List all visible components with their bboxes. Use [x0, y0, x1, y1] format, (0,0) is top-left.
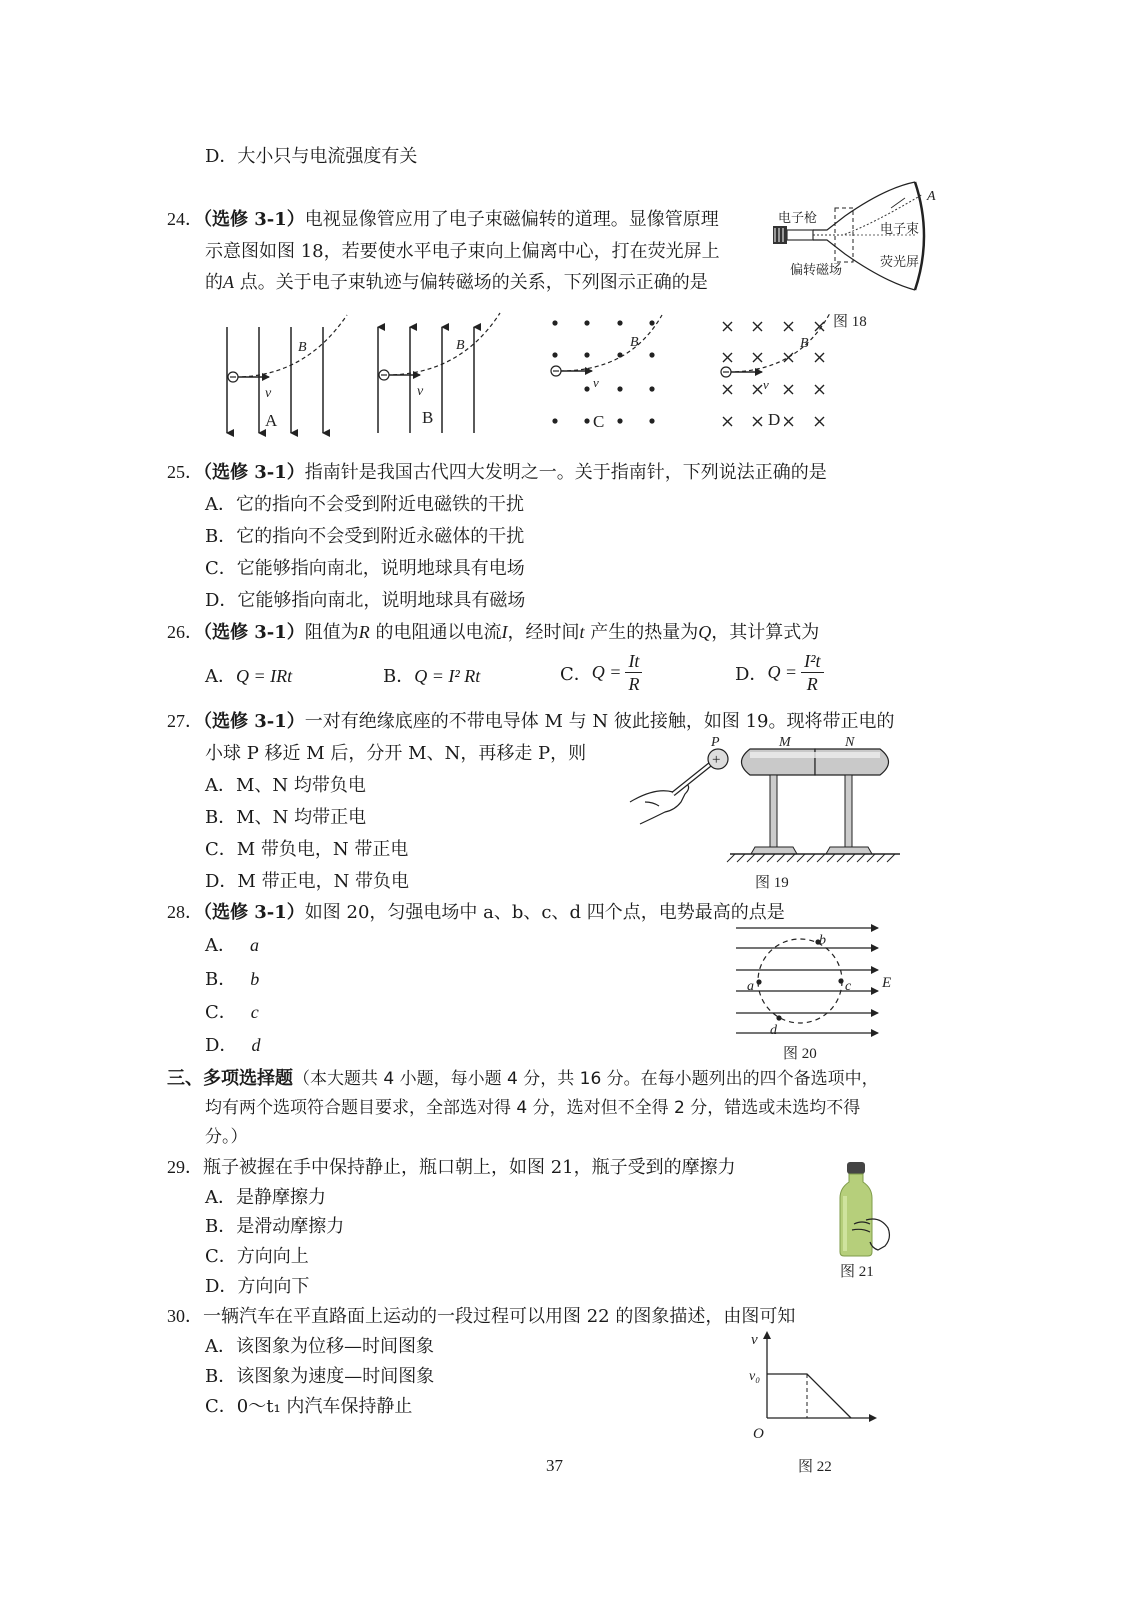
label-v0: v₀ — [749, 1369, 761, 1384]
label-v: v — [751, 1332, 758, 1348]
q25-stem — [167, 458, 827, 484]
q27-option-d: D．M 带正电，N 带负电 — [205, 871, 410, 892]
q28-d-value: d — [251, 1035, 261, 1055]
diagram-c-label: C — [593, 412, 605, 431]
q28-b-value: b — [250, 969, 260, 989]
q30-stem — [167, 1302, 795, 1328]
q28-option-d — [205, 1031, 260, 1057]
stand-n — [845, 775, 852, 847]
q26-stem-5: ，其计算式为 — [711, 622, 820, 643]
q26-d-fraction — [801, 650, 823, 695]
q28-stem — [167, 898, 785, 924]
figure-22 — [745, 1330, 890, 1478]
q27-line2: 小球 P 移近 M 后，分开 M、N，再移走 P，则 — [205, 743, 587, 764]
diagram-d — [721, 313, 830, 429]
q30-stem-text: 一辆汽车在平直路面上运动的一段过程可以用图 22 的图象描述，由图可知 — [203, 1306, 796, 1327]
diagram-a-label: A — [265, 411, 278, 430]
q23-option-d: D．大小只与电流强度有关 — [205, 146, 418, 167]
q30-option-b: B．该图象为速度—时间图象 — [205, 1366, 435, 1387]
label-m: M — [779, 735, 791, 750]
q28-tag: （选修 3-1） — [203, 902, 305, 923]
q30-option-c: C．0～t₁ 内汽车保持静止 — [205, 1396, 413, 1417]
q27-tag: （选修 3-1） — [203, 711, 305, 732]
label-origin: O — [753, 1426, 764, 1442]
q25-option-d: D．它能够指向南北，说明地球具有磁场 — [205, 590, 526, 611]
q26-tag: （选修 3-1） — [203, 622, 305, 643]
section3-desc-2: 均有两个选项符合题目要求，全部选对得 4 分，选对但不全得 2 分，错选或未选均不得 — [205, 1098, 861, 1118]
diagram-a-v: v — [265, 386, 272, 401]
q26-option-a — [205, 662, 292, 688]
q26-b-label: B． — [383, 666, 415, 687]
q29-stem-text: 瓶子被握在手中保持静止，瓶口朝上，如图 21，瓶子受到的摩擦力 — [203, 1157, 736, 1178]
label-b: b — [819, 933, 826, 948]
q25-option-b: B．它的指向不会受到附近永磁体的干扰 — [205, 526, 525, 547]
q26-a-expr: Q = IRt — [236, 666, 293, 686]
q24-line3-pre: 的 — [205, 272, 223, 293]
q26-stem-1: 阻值为 — [304, 622, 359, 643]
q26-c-fraction — [625, 650, 642, 695]
q26-d-label: D． — [735, 663, 768, 685]
plus-sign: + — [712, 752, 721, 768]
q26-c-lhs: Q = — [591, 662, 622, 682]
diagram-c-b: B — [630, 335, 639, 350]
q29-stem — [167, 1153, 736, 1179]
q29-option-a: A．是静摩擦力 — [205, 1187, 326, 1208]
q26-var-q: Q — [698, 622, 712, 642]
q25-number: 25． — [167, 462, 203, 482]
label-electron-gun: 电子枪 — [778, 210, 818, 225]
section3-heading: 三、多项选择题 — [167, 1068, 293, 1089]
diagram-a-b: B — [298, 340, 307, 355]
q26-var-i: I — [501, 622, 508, 642]
q27-option-c: C．M 带负电，N 带正电 — [205, 839, 409, 860]
q28-option-c — [205, 998, 259, 1024]
q28-a-value: a — [250, 935, 259, 955]
figure-22-caption: 图 22 — [798, 1459, 832, 1475]
q29-option-c: C．方向向上 — [205, 1246, 309, 1267]
q24-stem-1: 电视显像管应用了电子束磁偏转的道理。显像管原理 — [304, 209, 719, 230]
label-c: c — [845, 979, 852, 994]
page-number: 37 — [546, 1456, 563, 1475]
q28-b-label: B． — [205, 969, 237, 990]
q28-stem-text: 如图 20，匀强电场中 a、b、c、d 四个点，电势最高的点是 — [304, 902, 785, 923]
label-screen: 荧光屏 — [880, 254, 920, 269]
q29-number: 29． — [167, 1157, 203, 1177]
label-point-a: A — [927, 189, 936, 204]
label-d: d — [770, 1023, 777, 1038]
q24-option-diagrams — [205, 305, 845, 440]
q28-a-label: A． — [205, 935, 236, 956]
q26-a-label: A． — [205, 666, 236, 687]
figure-18-caption: 图 18 — [833, 314, 867, 330]
point-a — [756, 979, 761, 984]
q26-var-t: t — [579, 622, 585, 642]
point-d — [776, 1015, 781, 1020]
q28-option-b — [205, 965, 259, 991]
q24-number: 24． — [167, 209, 203, 229]
q26-stem-4: 产生的热量为 — [584, 622, 699, 643]
label-n: N — [845, 735, 855, 750]
figure-21 — [830, 1158, 900, 1283]
q29-option-b: B．是滑动摩擦力 — [205, 1216, 345, 1237]
q27-stem-1: 一对有绝缘底座的不带电导体 M 与 N 彼此接触，如图 19。现将带正电的 — [304, 711, 895, 732]
q26-var-r: R — [358, 622, 370, 642]
figure-20-caption: 图 20 — [783, 1046, 817, 1062]
q27-option-a: A．M、N 均带负电 — [205, 775, 366, 796]
dashed-circle — [758, 939, 842, 1023]
diagram-a — [227, 315, 347, 433]
diagram-d-b: B — [800, 336, 809, 351]
stand-m — [770, 775, 777, 847]
q24-line3-post: 点。关于电子束轨迹与偏转磁场的关系，下列图示正确的是 — [234, 272, 708, 293]
figure-19-caption: 图 19 — [755, 875, 789, 891]
diagram-b — [378, 313, 500, 433]
diagram-d-label: D — [768, 410, 781, 429]
diagram-c — [551, 315, 662, 431]
figure-21-caption: 图 21 — [840, 1264, 874, 1280]
q27-option-b: B．M、N 均带正电 — [205, 807, 367, 828]
velocity-curve — [767, 1374, 851, 1418]
diagram-b-v: v — [417, 384, 424, 399]
electron-gun-barrel — [787, 230, 813, 240]
q25-option-a: A．它的指向不会受到附近电磁铁的干扰 — [205, 494, 524, 515]
q26-option-b — [383, 662, 480, 688]
label-electron-beam: 电子束 — [880, 221, 920, 236]
q26-d-numerator: I²t — [801, 650, 823, 673]
bottle-cap — [847, 1162, 865, 1174]
q24-line3 — [205, 268, 708, 294]
q29-option-d: D．方向向下 — [205, 1276, 310, 1297]
q26-stem — [167, 618, 819, 644]
figure-19 — [625, 732, 905, 897]
q24-line1 — [167, 205, 719, 231]
q24-line2: 示意图如图 18，若要使水平电子束向上偏离中心，打在荧光屏上 — [205, 241, 720, 262]
q26-stem-2: 的电阻通以电流 — [369, 622, 502, 643]
q26-number: 26． — [167, 622, 203, 642]
q26-c-label: C． — [560, 663, 592, 685]
q25-tag: （选修 3-1） — [203, 462, 305, 483]
q27-line1 — [167, 707, 895, 733]
figure-20 — [730, 918, 900, 1063]
q28-d-label: D． — [205, 1035, 238, 1056]
q28-number: 28． — [167, 902, 203, 922]
diagram-b-label: B — [422, 408, 434, 427]
label-deflection-field: 偏转磁场 — [790, 262, 843, 277]
q26-stem-3: ，经时间 — [507, 622, 580, 643]
q26-b-expr: Q = I² Rt — [414, 666, 481, 686]
q25-option-c: C．它能够指向南北，说明地球具有电场 — [205, 558, 525, 579]
q26-d-lhs: Q = — [767, 662, 798, 682]
section3-desc-1: （本大题共 4 小题，每小题 4 分，共 16 分。在每小题列出的四个备选项中， — [293, 1069, 879, 1089]
section3-desc-3: 分。） — [205, 1127, 248, 1147]
diagram-b-b: B — [456, 338, 465, 353]
label-p: P — [711, 735, 720, 750]
q30-option-a: A．该图象为位移—时间图象 — [205, 1336, 434, 1357]
section3-line1 — [167, 1064, 879, 1090]
q30-number: 30． — [167, 1306, 203, 1326]
q28-c-value: c — [250, 1002, 259, 1022]
diagram-c-v: v — [593, 375, 599, 390]
q28-option-a — [205, 931, 259, 957]
label-a: a — [747, 979, 754, 994]
q25-stem-text: 指南针是我国古代四大发明之一。关于指南针，下列说法正确的是 — [304, 462, 827, 483]
label-e: E — [882, 975, 892, 991]
q26-option-d — [735, 650, 824, 695]
diagram-d-v: v — [763, 377, 769, 392]
q26-c-numerator: It — [625, 650, 642, 673]
q26-option-c — [560, 650, 642, 695]
q28-c-label: C． — [205, 1002, 237, 1023]
q27-number: 27． — [167, 711, 203, 731]
point-c — [838, 978, 843, 983]
q26-d-denominator: R — [806, 674, 818, 694]
q26-c-denominator: R — [628, 674, 640, 694]
q24-tag: （选修 3-1） — [203, 209, 305, 230]
q24-point-var: A — [223, 272, 234, 292]
